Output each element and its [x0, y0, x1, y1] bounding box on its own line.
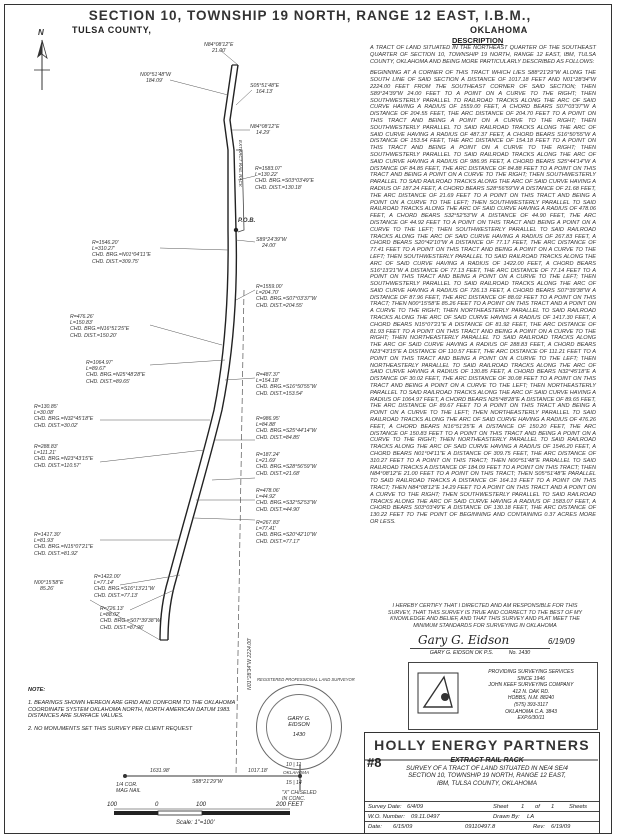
course-1-distance: 21.00'	[212, 48, 226, 54]
course-6-distance: 85.26'	[40, 586, 54, 592]
curve-h: R=986.95' L=84.88' CHD. BRG.=S25°44'14"W CHD. DIST.=84.85'	[256, 416, 317, 441]
curve-c: R=1559.00' L=204.70' CHD. BRG.=S07°03'37"W CHD. DIST.=204.55'	[256, 284, 317, 309]
survey-title: EXTRACT RAIL RACK SURVEY OF A TRACT OF LAND SITUATED IN NE/4 SE/4 SECTION 10, TOWNSHIP 19 NORTH, RANGE 12 EAST, IBM, TULSA COUNTY, OKLAHOMA	[406, 757, 568, 787]
course-2-bearing: N00°51'48"W	[140, 72, 171, 78]
county-label: TULSA COUNTY,	[72, 25, 152, 35]
course-5-distance: 24.00'	[262, 243, 276, 249]
legal-description	[370, 45, 596, 531]
description-intro: A TRACT OF LAND SITUATED IN THE NORTHEAST QUARTER OF THE SOUTHEAST QUARTER OF SECTION 10, TOWNSHIP 19 NORTH, RANGE 12 EAST, IBM, TULSA COUNTY, OKLAHOMA AND BEING MORE PARTICULARLY DESCRIBED AS FOLLOWS:	[370, 45, 596, 65]
north-label: N	[38, 28, 44, 37]
certification-text: I HEREBY CERTIFY THAT I DIRECTED AND AM RESPONSIBLE FOR THIS SURVEY, THAT THIS SURVEY IS TRUE AND CORRECT TO THE BEST OF MY KNOWLEDGE AND BELIEF, AND THAT THIS SURVEY AND PLAT MEET THE MINIMUM STANDARDS FOR SURVEYING IN OKLAHOMA	[387, 603, 583, 629]
signature-line	[410, 648, 550, 649]
surveyor-seal: GARY G. EIDSON 1430	[256, 684, 342, 770]
course-2-distance: 184.09'	[146, 78, 163, 84]
rail-label: EXTRACT RAIL RACK	[238, 140, 243, 187]
scale-tick-0: 100	[107, 802, 118, 808]
page-title: SECTION 10, TOWNSHIP 19 NORTH, RANGE 12 EAST, I.B.M.,	[88, 8, 532, 23]
surveyor-name: GARY G. EIDSON OK P.S. No. 1430	[429, 650, 531, 656]
curve-k: R=478.06' L=44.92' CHD. BRG.=S32°52'53"W CHD. DIST.=44.90'	[256, 488, 317, 513]
curve-b: R=1546.20' L=310.27' CHD. BRG.=N01°04'11"E CHD. DIST.=309.75'	[92, 240, 151, 265]
section-numbers-top: 10 | 11	[286, 762, 302, 768]
tb-row-wo: W.O. Number: 09.11.0497 Drawn By: LA	[365, 811, 599, 822]
seal-ring-text: REGISTERED PROFESSIONAL LAND SURVEYOR	[257, 677, 355, 682]
project-number: #8	[367, 755, 382, 770]
curve-f: R=487.37' L=154.18' CHD. BRG.=S16°50'55"W CHD. DIST.=153.54'	[256, 372, 317, 397]
curve-l: R=267.83' L=77.41' CHD. BRG.=S20°42'10"W CHD. DIST.=77.17'	[256, 520, 317, 545]
course-1-bearing: N84°08'12"E	[204, 42, 234, 48]
curve-a: R=1583.07' L=130.22' CHD. BRG.=S03°03'49"E CHD. DIST.=130.18'	[255, 166, 314, 191]
note-2: 2. NO MONUMENTS SET THIS SURVEY PER CLIENT REQUEST	[28, 726, 193, 733]
curve-e: R=1064.97' L=89.67' CHD. BRG.=N25°48'28"E CHD. DIST.=89.65'	[86, 360, 146, 385]
description-body: BEGINNING AT A CORNER OF THIS TRACT WHICH LIES S88°21'29"W ALONG THE SOUTH LINE OF SAID SECTION A DISTANCE OF 1017.18 FEET AND N01°28'34"W 2224.00 FEET FROM THE SOUTHEAST CORNER OF SAID SECTION; THEN S89°24'39"W 24.00 FEET TO A POINT ON A CURVE TO THE RIGHT; THEN SOUTHWESTERLY PARALLEL TO RAILROAD TRACKS ALONG THE ARC OF SAID CURVE HAVING A RADIUS OF 1559.00 FEET, A CHORD BEARS S07°03'37"W A DISTANCE OF 204.55 FEET, THE ARC DISTANCE OF 204.70 FEET TO A POINT ON THIS TRACT AND BEING A POINT ON A CURVE TO THE RIGHT; THEN SOUTHWESTERLY PARALLEL TO SAID RAILROAD TRACKS ALONG THE ARC OF SAID CURVE HAVING A RADIUS OF 487.37 FEET, A CHORD BEARS S16°50'55"W A DISTANCE OF 153.54 FEET, THE ARC DISTANCE OF 154.18 FEET TO A POINT ON THIS TRACT AND BEING A POINT ON A CURVE TO THE RIGHT; THEN SOUTHWESTERLY PARALLEL TO SAID RAILROAD TRACKS ALONG THE ARC OF SAID CURVE HAVING A RADIUS OF 986.95 FEET, A CHORD BEARS S25°44'14"W A DISTANCE OF 84.85 FEET, THE ARC DISTANCE OF 84.88 FEET TO A POINT ON THIS TRACT AND BEING A POINT ON A CURVE TO THE RIGHT; THEN SOUTHWESTERLY PARALLEL TO SAID RAILROAD TRACKS ALONG THE ARC OF SAID CURVE HAVING A RADIUS OF 187.24 FEET, A CHORD BEARS S28°56'59"W A DISTANCE OF 21.68 FEET, THE ARC DISTANCE OF 21.69 FEET TO A POINT ON THIS TRACT AND BEING A POINT ON A CURVE TO THE LEFT; THEN SOUTHWESTERLY PARALLEL TO SAID RAILROAD TRACKS ALONG THE ARC OF SAID CURVE HAVING A RADIUS OF 478.06 FEET, A CHORD BEARS S32°52'53"W A DISTANCE OF 44.90 FEET, THE ARC DISTANCE OF 44.92 FEET TO A POINT ON THIS TRACT AND BEING A POINT ON A CURVE TO THE LEFT; THEN SOUTHWESTERLY PARALLEL TO SAID RAILROAD TRACKS ALONG THE ARC OF SAID CURVE HAVING A RADIUS OF 267.83 FEET, A CHORD BEARS S20°42'10"W A DISTANCE OF 77.17 FEET, THE ARC DISTANCE OF 77.41 FEET TO A POINT ON THIS TRACT AND BEING A POINT ON A CURVE TO THE LEFT; THEN SOUTHWESTERLY PARALLEL TO SAID RAILROAD TRACKS ALONG THE ARC OF SAID CURVE HAVING A RADIUS OF 1422.00 FEET, A CHORD BEARS S16°13'21"W A DISTANCE OF 77.13 FEET, THE ARC DISTANCE OF 77.14 FEET TO A POINT ON THIS TRACT AND BEING A POINT ON A CURVE TO THE LEFT; THEN SOUTHWESTERLY PARALLEL TO SAID RAILROAD TRACKS ALONG THE ARC OF SAID CURVE HAVING A RADIUS OF 726.13 FEET, A CHORD BEARS S07°39'38"W A DISTANCE OF 87.96 FEET, THE ARC DISTANCE OF 88.02 FEET TO A POINT ON THIS TRACT; THEN N00°15'58"E 85.26 FEET TO A POINT ON THIS TRACT AND A POINT ON A CURVE TO THE RIGHT; THEN NORTHEASTERLY PARALLEL TO SAID RAILROAD TRACKS ALONG THE ARC OF SAID CURVE HAVING A RADIUS OF 1417.30 FEET, A CHORD BEARS N15°07'21"E A DISTANCE OF 81.92 FEET, THE ARC DISTANCE OF 81.93 FEET TO A POINT ON THIS TRACT AND BEING A POINT ON A CURVE TO THE RIGHT; THEN NORTHEASTERLY PARALLEL TO SAID RAILROAD TRACKS ALONG THE ARC OF SAID CURVE HAVING A RADIUS OF 288.83 FEET, A CHORD BEARS N23°43'15"E A DISTANCE OF 110.57 FEET, THE ARC DISTANCE OF 111.21 FEET TO A POINT ON THIS TRACT AND BEING A POINT ON A CURVE TO THE LEFT; THEN NORTHEASTERLY PARALLEL TO SAID RAILROAD TRACKS ALONG THE ARC OF SAID CURVE HAVING A RADIUS OF 130.85 FEET, A CHORD BEARS N32°45'18"E A DISTANCE OF 30.02 FEET, THE ARC DISTANCE OF 30.08 FEET TO A POINT ON THIS TRACT AND BEING A POINT ON A CURVE TO THE LEFT; THEN NORTHEASTERLY PARALLEL TO SAID RAILROAD TRACKS ALONG THE ARC OF SAID CURVE HAVING A RADIUS OF 1064.97 FEET, A CHORD BEARS N25°48'28"E A DISTANCE OF 89.65 FEET, THE ARC DISTANCE OF 89.67 FEET TO A POINT ON THIS TRACT AND BEING A POINT ON A CURVE TO THE LEFT; THEN NORTHEASTERLY PARALLEL TO SAID RAILROAD TRACKS ALONG THE ARC OF SAID CURVE HAVING A RADIUS OF 476.26 FEET, A CHORD BEARS N16°51'25"E A DISTANCE OF 150.20 FEET, THE ARC DISTANCE OF 150.83 FEET TO A POINT ON THIS TRACT AND BEING A POINT ON A CURVE TO THE RIGHT; THEN NORTHEASTERLY PARALLEL TO SAID RAILROAD TRACKS ALONG THE ARC OF SAID CURVE HAVING A RADIUS OF 1546.20 FEET, A CHORD BEARS N01°04'11"E A DISTANCE OF 309.75 FEET, THE ARC DISTANCE OF 310.27 FEET TO A POINT ON THIS TRACT; THEN N00°51'48"E PARALLEL TO SAID RAILROAD TRACKS A DISTANCE OF 184.09 FEET TO A POINT ON THIS TRACT; THEN N84°08'12"E 21.00 FEET TO A POINT ON THIS TRACT; THEN S05°51'48"E PARALLEL TO SAID RAILROAD TRACKS A DISTANCE OF 164.13 FEET TO A POINT ON THIS TRACT; THEN N84°08'12"E 14.29 FEET TO A POINT ON THIS TRACT AND A POINT ON A CURVE TO THE RIGHT; THEN SOUTHWESTERLY PARALLEL TO SAID RAILROAD TRACKS ALONG THE ARC OF SAID CURVE HAVING A RADIUS OF 1583.07 FEET, A CHORD BEARS S03°03'49"E A DISTANCE OF 130.18 FEET, THE ARC DISTANCE OF 130.22 FEET TO THE POINT OF BEGINNING AND CONTAINING 0.37 ACRES MORE OR LESS.	[370, 70, 596, 525]
curve-o: R=726.13' L=88.02' CHD. BRG.=S07°39'38"W CHD. DIST.=87.96'	[100, 606, 161, 631]
curve-i: R=288.83' L=111.21' CHD. BRG.=N23°43'15"E CHD. DIST.=110.57'	[34, 444, 94, 469]
tract-boundary-west	[160, 65, 232, 640]
seal-state: OKLAHOMA	[283, 770, 310, 775]
course-5-bearing: S89°24'39"W	[256, 237, 287, 243]
notes-block	[28, 687, 258, 739]
state-label: OKLAHOMA	[470, 25, 528, 35]
signature-date: 6/19/09	[548, 637, 575, 646]
chisel-label: "X" CHISELED IN CONC.	[282, 790, 317, 802]
notes-title: NOTE:	[28, 687, 46, 693]
scale-tick-3: 200 FEET	[276, 802, 304, 808]
course-3-bearing: S05°51'48"E	[250, 83, 280, 89]
bottom-distance: 1631.98'	[150, 768, 170, 774]
description-title: DESCRIPTION	[452, 36, 504, 45]
quarter-corner-label: 1/4 COR.	[116, 782, 138, 788]
surveyor-signature: Gary G. Eidson	[418, 633, 510, 647]
scale-tick-1: 0	[155, 802, 159, 808]
course-4-distance: 14.29'	[256, 130, 270, 136]
bottom-distance-2: 1017.18'	[248, 768, 268, 774]
tie-line-label: N01°28'34"W 2224.00'	[247, 637, 253, 690]
scale-bar	[114, 809, 290, 815]
curve-d: R=476.26' L=150.83' CHD. BRG.=N16°51'25"E CHD. DIST.=150.20'	[70, 314, 130, 339]
tb-row-survey: Survey Date: 6/4/09 Sheet 1 of 1 Sheets	[365, 801, 599, 812]
curve-g: R=130.85' L=30.08' CHD. BRG.=N32°45'18"E CHD. DIST.=30.02'	[34, 404, 94, 429]
mag-nail-label: MAG NAIL	[116, 788, 141, 794]
title-block	[364, 732, 600, 834]
course-4-bearing: N84°08'12"E	[250, 124, 280, 130]
pob-label: P.O.B.	[238, 218, 256, 224]
scale-tick-2: 100	[196, 802, 207, 808]
course-6-bearing: N00°15'58"E	[34, 580, 64, 586]
curve-n: R=1422.00' L=77.14' CHD. BRG.=S16°13'21"W CHD. DIST.=77.13'	[94, 574, 155, 599]
curve-j: R=187.24' L=21.69' CHD. BRG.=S28°56'59"W CHD. DIST.=21.68'	[256, 452, 317, 477]
note-1: 1. BEARINGS SHOWN HEREON ARE GRID AND CONFORM TO THE OKLAHOMA COORDINATE SYSTEM OKLAHOMA NORTH, NORTH AMERICAN DATUM 1983. DISTANCES ARE SURFACE VALUES.	[28, 699, 236, 720]
firm-info: PROVIDING SURVEYING SERVICES SINCE 1946 JOHN KEEF SURVEYING COMPANY 412 N. OAK RD. HOBBS, N.M. 88240 (575) 393-3117 OKLAHOMA C.A. 3843 EXP.6/30/11	[488, 669, 574, 722]
bottom-bearing: S88°21'29"W	[192, 779, 223, 785]
north-arrow-icon	[34, 40, 50, 90]
company-name: HOLLY ENERGY PARTNERS	[374, 737, 590, 753]
scale-label: Scale: 1"=100'	[176, 820, 215, 826]
firm-box	[408, 662, 598, 730]
curve-m: R=1417.30' L=81.93' CHD. BRG.=N15°07'21"E CHD. DIST.=81.92'	[34, 532, 94, 557]
tb-row-date: Date: 6/15/09 09110497.8 Rev: 6/19/09	[365, 821, 599, 832]
course-3-distance: 164.13'	[256, 89, 273, 95]
section-numbers-bottom: 15 | 14	[286, 780, 302, 786]
